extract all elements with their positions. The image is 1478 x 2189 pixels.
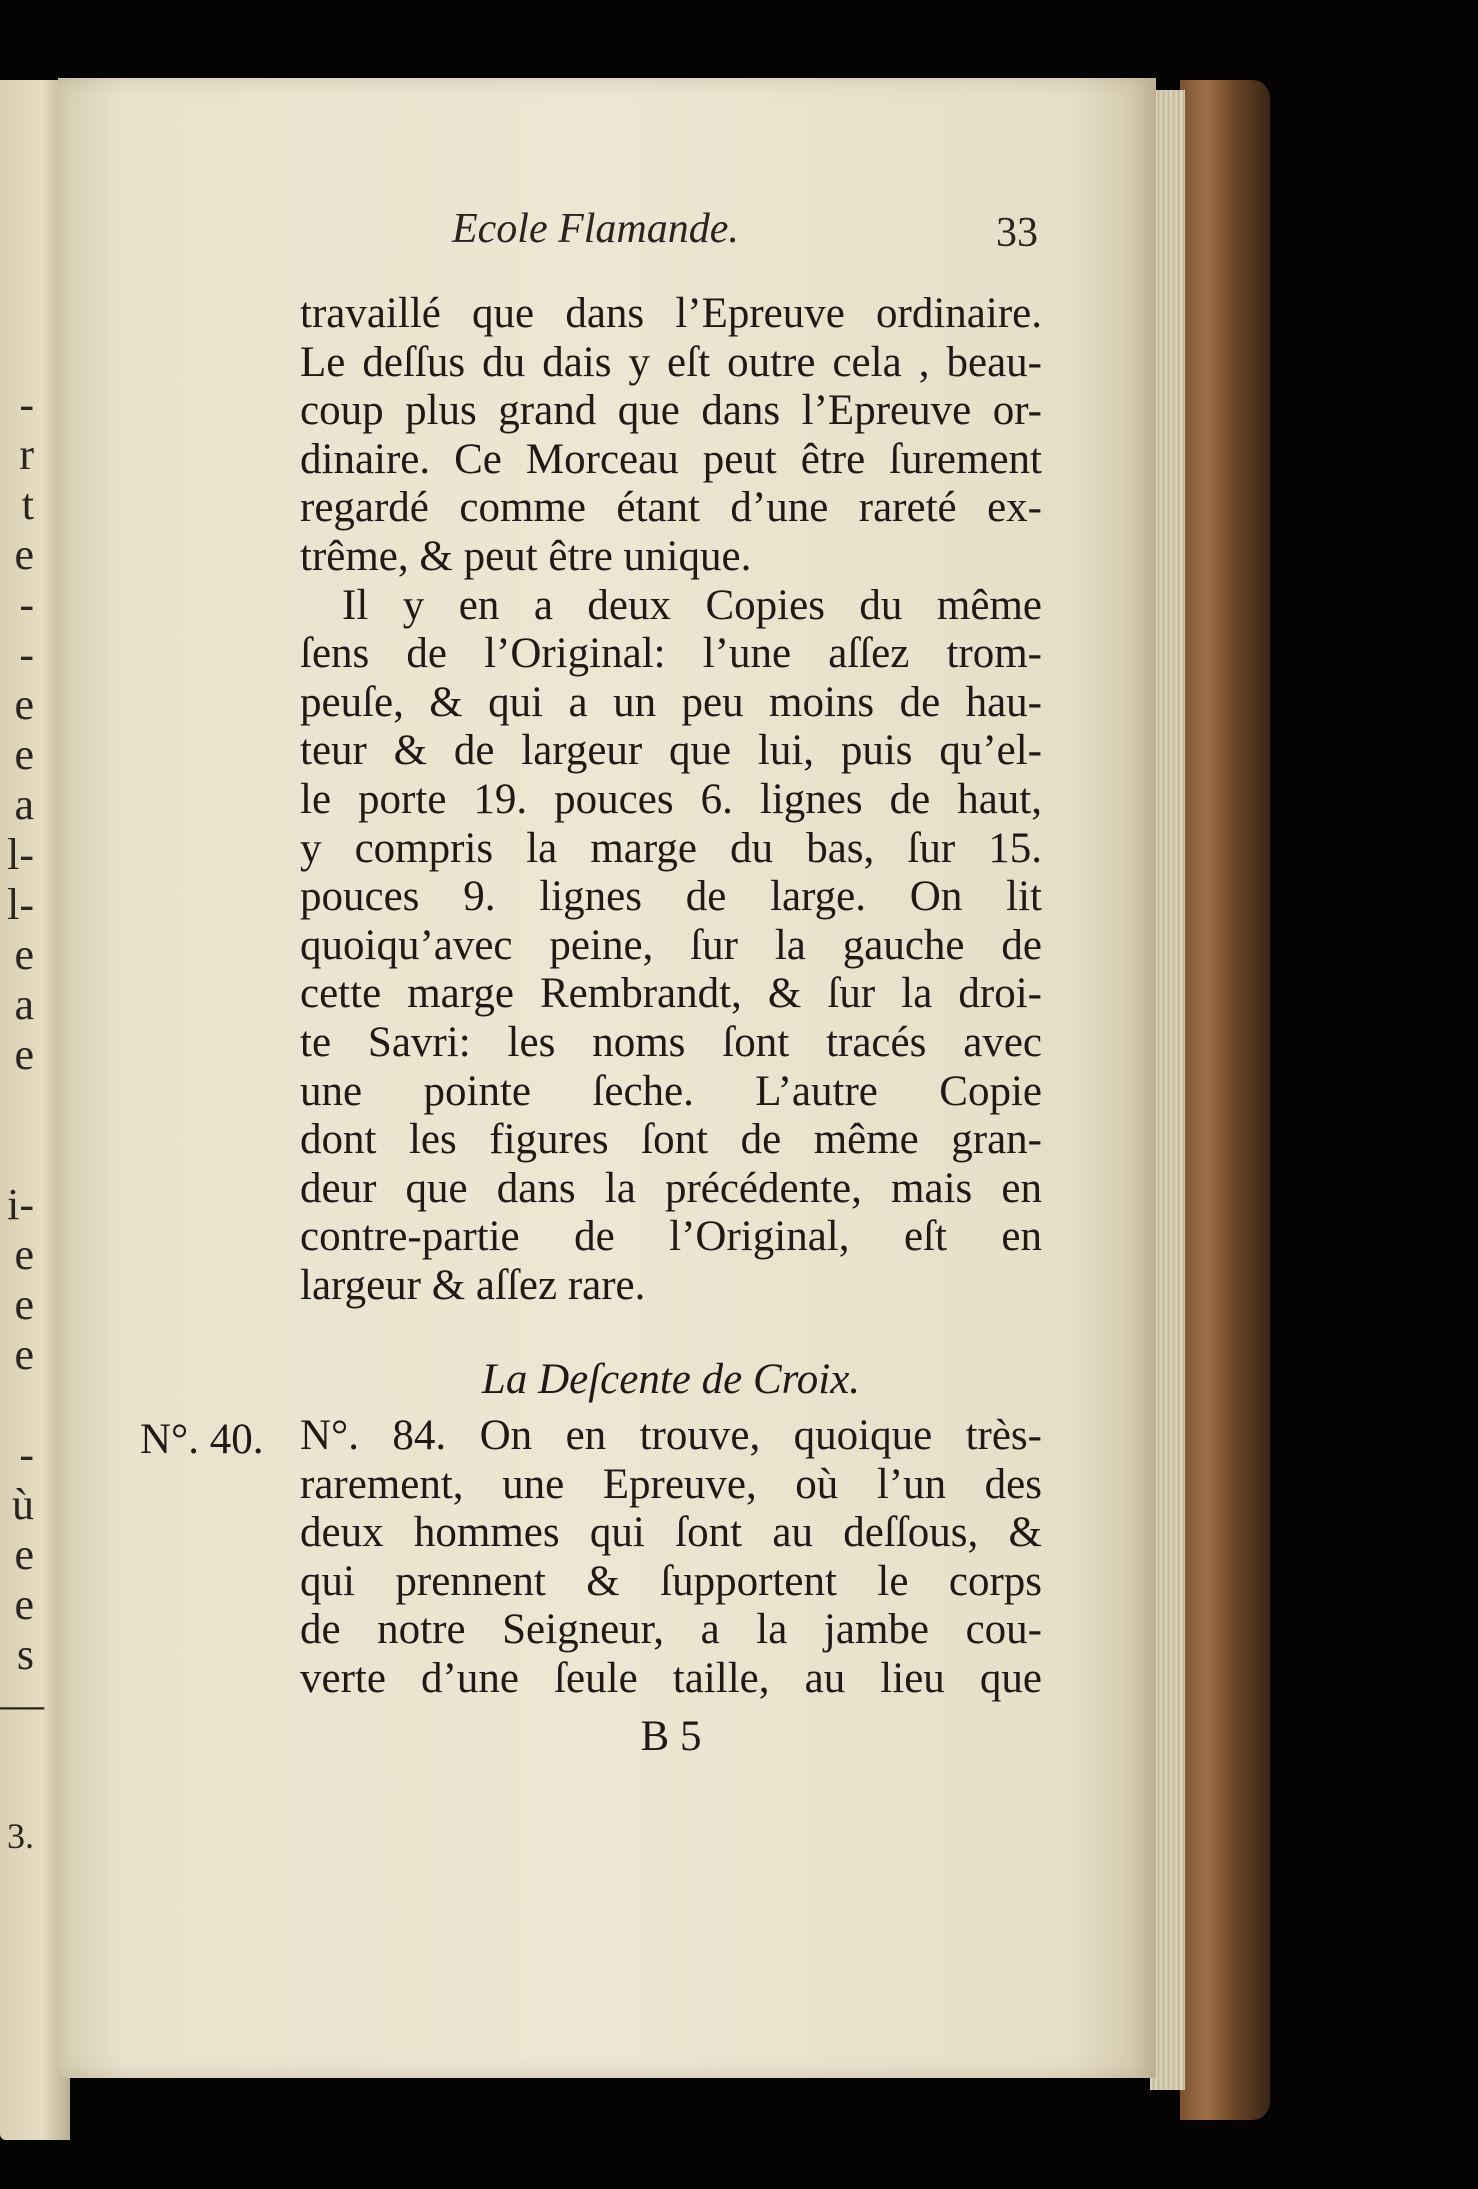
facing-page-letter: a (14, 980, 34, 1029)
facing-page-letter (0, 1080, 34, 1130)
text-line: Il y en a deux Copies du même (342, 581, 1042, 629)
text-line: dinaire. Ce Morceau peut être ſurement (300, 435, 1042, 483)
facing-page-letter: e (14, 1330, 34, 1379)
text-line: teur & de largeur que lui, puis qu’el- (300, 727, 1042, 775)
text-line: ſens de l’Original: l’une aſſez trom- (300, 630, 1042, 678)
text-line: deux hommes qui ſont au deſſous, & (300, 1509, 1042, 1557)
text-line: rarement, une Epreuve, où l’un des (300, 1460, 1042, 1508)
facing-page-letter: - (19, 380, 34, 429)
text-line: te Savri: les noms ſont tracés avec (300, 1018, 1042, 1066)
facing-page-number-fragment: 3. (7, 1816, 34, 1856)
text-line: travaillé que dans l’Epreuve ordinaire. (300, 290, 1042, 337)
running-head: Ecole Flamande. (452, 206, 739, 252)
facing-page-letter: ù (12, 1480, 34, 1529)
marginal-catalogue-number: N°. 40. (140, 1416, 264, 1463)
facing-page-letter: r (19, 430, 34, 479)
text-line: cette marge Rembrandt, & ſur la droi- (300, 970, 1042, 1018)
facing-page-letter: t (21, 480, 34, 529)
second-text-block (300, 1412, 1042, 1704)
facing-page-letter: e (14, 680, 34, 729)
facing-page-text-fragments (0, 380, 44, 1780)
text-line: quoiqu’avec peine, ſur la gauche de (300, 921, 1042, 969)
facing-page-letter (0, 1130, 34, 1180)
text-line: trême, & peut être unique. (300, 532, 752, 580)
text-line: de notre Seigneur, a la jambe cou- (300, 1606, 1042, 1654)
facing-page-letter: — (0, 1680, 44, 1729)
facing-page-letter: e (14, 730, 34, 779)
text-line: le porte 19. pouces 6. lignes de haut, (300, 775, 1042, 823)
facing-page-letter: s (16, 1630, 34, 1679)
text-line: une pointe ſeche. L’autre Copie (300, 1067, 1042, 1115)
facing-page-letter (0, 1380, 34, 1430)
facing-page-letter: l- (7, 830, 34, 879)
text-line: largeur & aſſez rare. (300, 1261, 646, 1309)
text-line: pouces 9. lignes de large. On lit (300, 873, 1042, 921)
text-line: qui prennent & ſupportent le corps (300, 1557, 1042, 1605)
book-cover-edge (1180, 80, 1270, 2120)
facing-page-letter: e (14, 1230, 34, 1279)
facing-page-letter: e (14, 1280, 34, 1329)
facing-page-letter: i- (7, 1180, 34, 1229)
facing-page-letter: l- (7, 880, 34, 929)
facing-page-letter: e (14, 1030, 34, 1079)
facing-page-letter: e (14, 1580, 34, 1629)
facing-page-letter (0, 1730, 34, 1780)
facing-page-letter: - (19, 580, 34, 629)
text-line: coup plus grand que dans l’Epreuve or- (300, 387, 1042, 435)
text-line: y compris la marge du bas, ſur 15. (300, 824, 1042, 872)
section-title: La Deſcente de Croix. (481, 1356, 861, 1403)
facing-page-letter: e (14, 930, 34, 979)
facing-page-letter: a (14, 780, 34, 829)
text-line: regardé comme étant d’une rareté ex- (300, 484, 1042, 532)
signature-mark: B 5 (640, 1713, 702, 1760)
text-line: N°. 84. On en trouve, quoique très- (300, 1412, 1042, 1459)
facing-page-letter: e (14, 1530, 34, 1579)
facing-page-letter: - (19, 630, 34, 679)
text-line: contre-partie de l’Original, eſt en (300, 1213, 1042, 1261)
text-line: dont les figures ſont de même gran- (300, 1116, 1042, 1164)
main-text-block (300, 290, 1042, 1310)
text-line: peuſe, & qui a un peu moins de hau- (300, 678, 1042, 726)
page-number: 33 (996, 210, 1038, 256)
text-line: deur que dans la précédente, mais en (300, 1164, 1042, 1212)
facing-page-letter: e (14, 530, 34, 579)
facing-page-letter: - (19, 1430, 34, 1479)
page-header (300, 205, 1080, 265)
text-line: Le deſſus du dais y eſt outre cela , beau- (300, 338, 1042, 386)
text-line: verte d’une ſeule taille, au lieu que (300, 1654, 1042, 1702)
